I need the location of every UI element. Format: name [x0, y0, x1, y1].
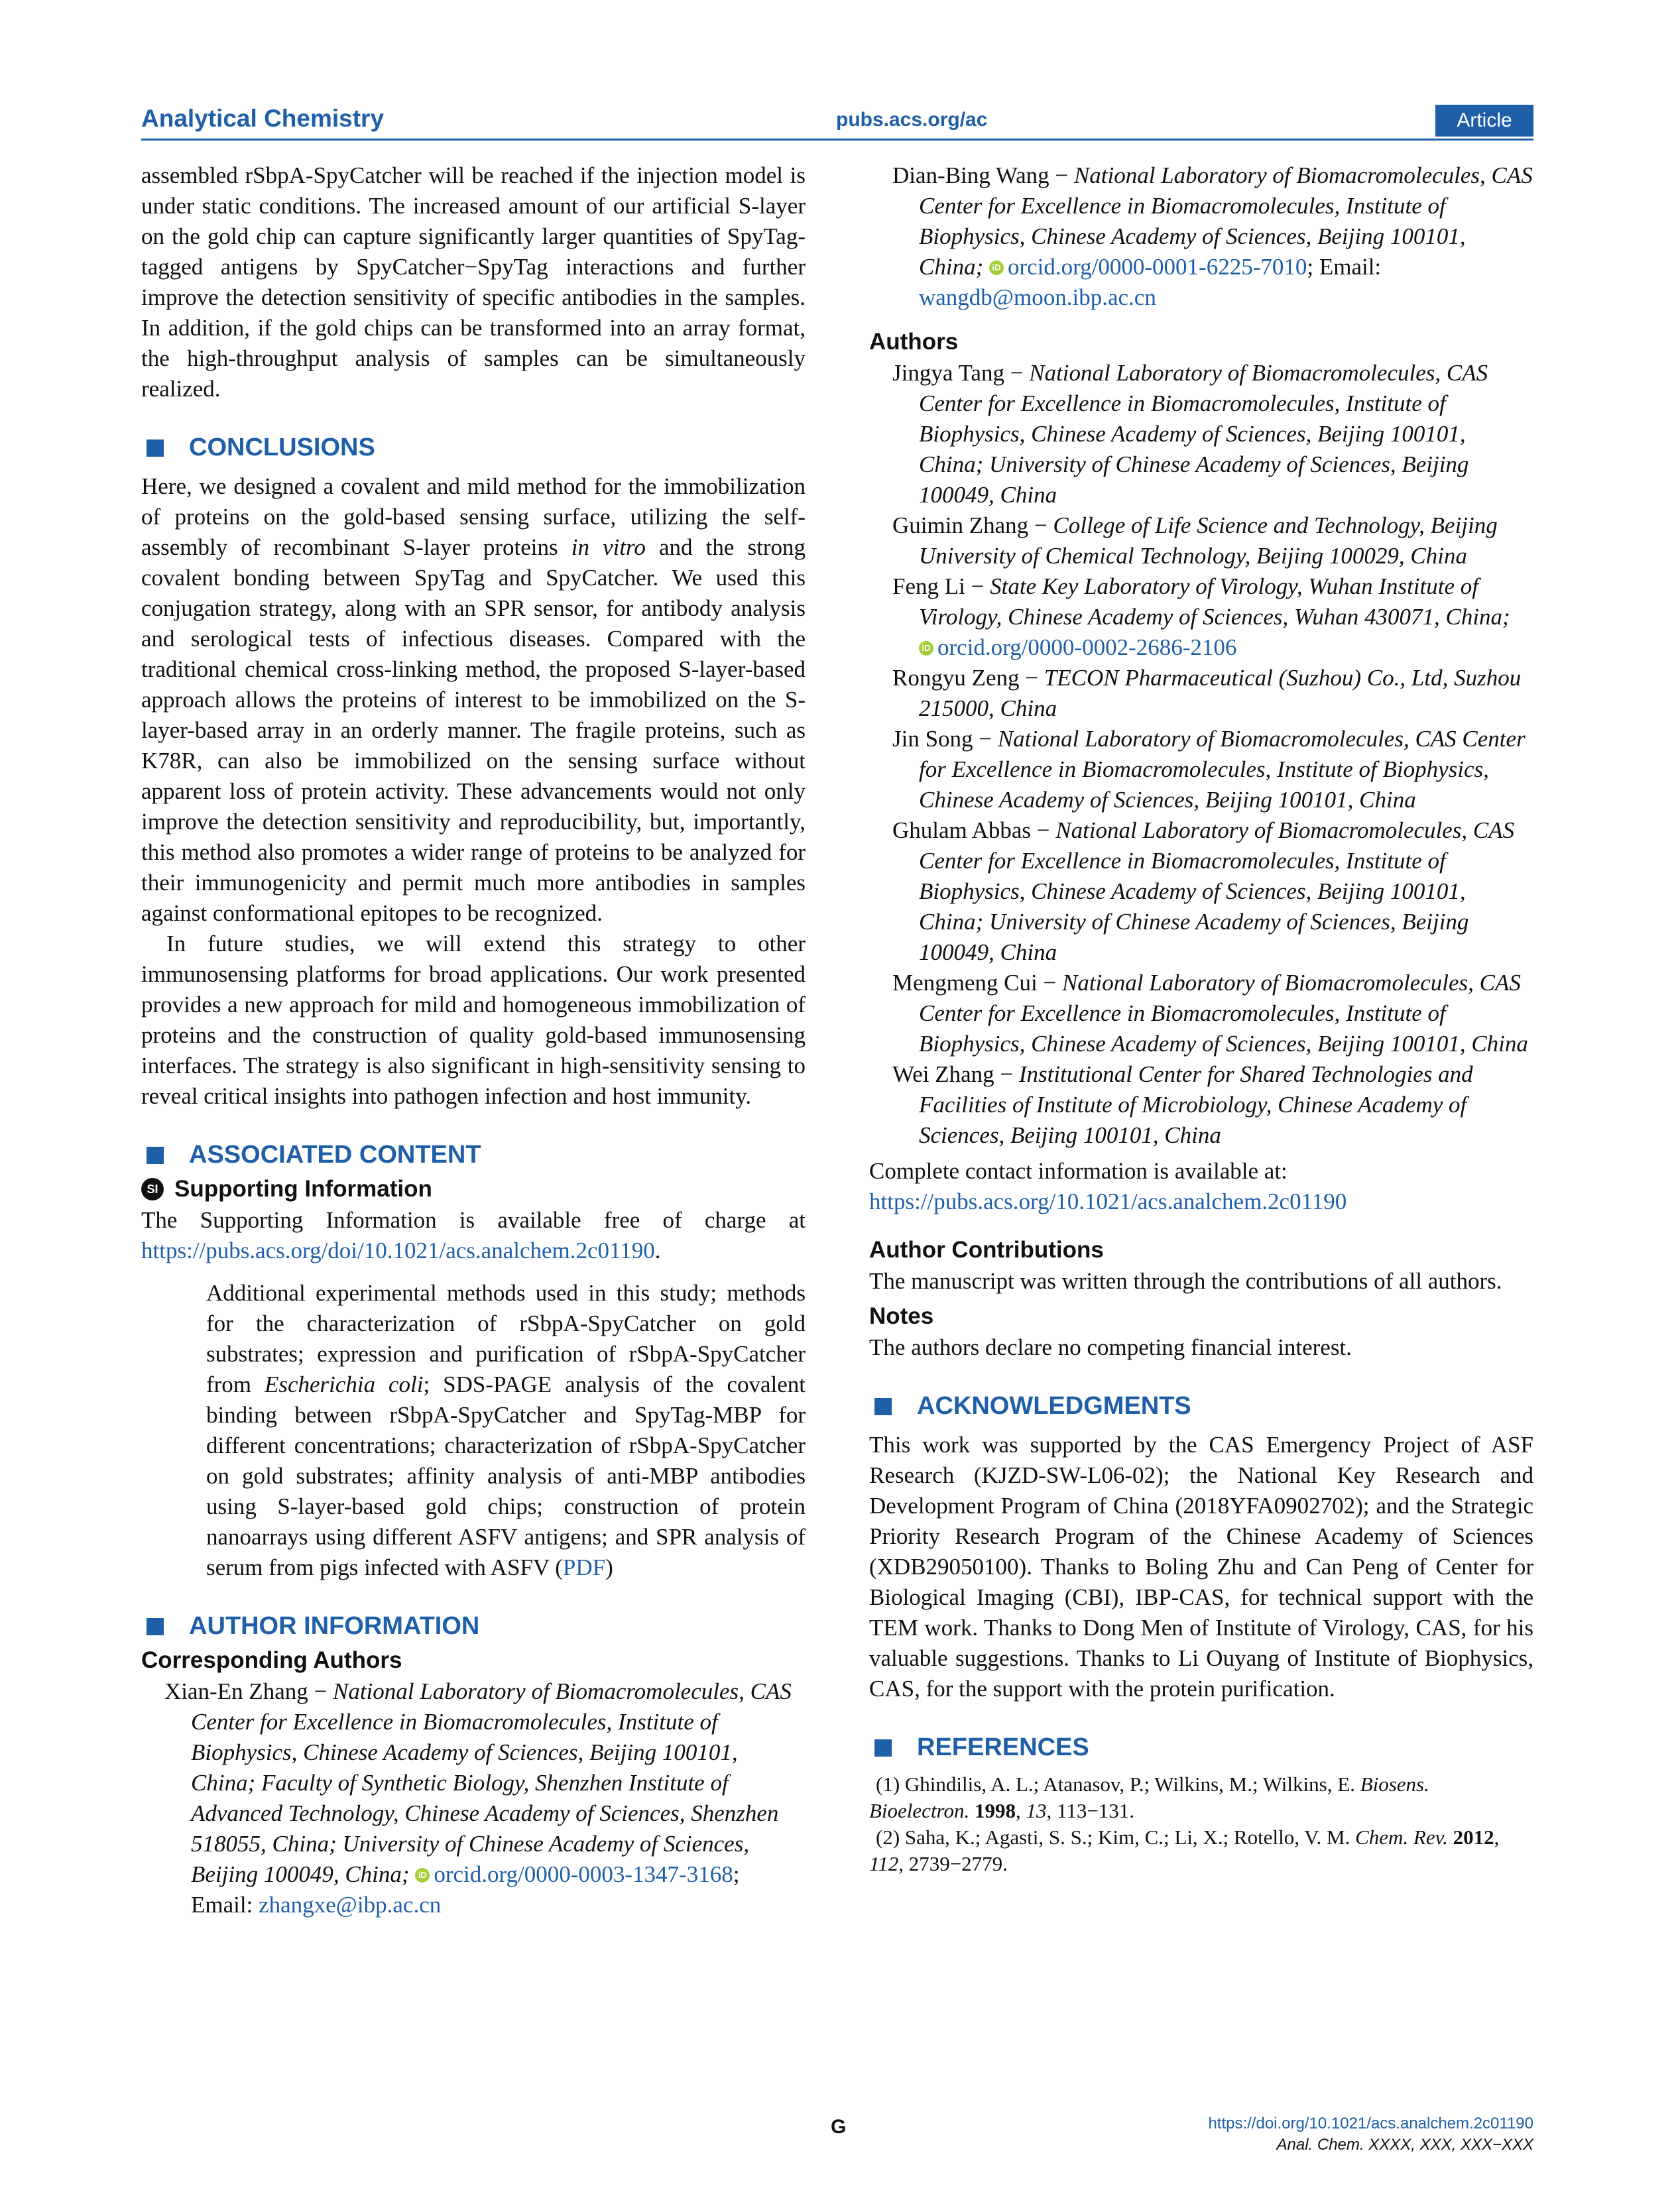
reference-number: (1)	[876, 1773, 900, 1796]
reference-year: 2012	[1453, 1826, 1494, 1849]
conclusions-heading: CONCLUSIONS	[141, 434, 806, 462]
reference-item: (1) Ghindilis, A. L.; Atanasov, P.; Wilkins, M.; Wilkins, E. Biosens. Bioelectron. 1998, 13, 113−131.	[869, 1773, 1429, 1822]
author-entry: Guimin Zhang − College of Life Science and Technology, Beijing University of Chemical Technology, Beijing 100029, China	[892, 512, 1498, 569]
journal-title: Analytical Chemistry	[141, 105, 385, 132]
section-square-icon	[147, 1147, 164, 1164]
author-entry: Mengmeng Cui − National Laboratory of Biomacromolecules, CAS Center for Excellence in Biomacromolecules, Institute of Biophysics, Chinese Academy of Sciences, Beijing 100101, China	[892, 970, 1528, 1057]
author-name: Jin Song	[892, 726, 973, 752]
orcid-icon: iD	[919, 641, 933, 656]
author-name: Feng Li	[892, 573, 965, 599]
author-affiliation: National Laboratory of Biomacromolecules, CAS Center for Excellence in Biomacromolecules, Institute of Biophysics, Chinese Academy of Sciences, Beijing 100101, China	[919, 970, 1528, 1057]
orcid-icon: iD	[989, 261, 1004, 275]
author-entry: Rongyu Zeng − TECON Pharmaceutical (Suzhou) Co., Ltd, Suzhou 215000, China	[892, 665, 1522, 721]
intro-paragraph: assembled rSbpA-SpyCatcher will be reached if the injection model is under static conditions. The increased amount of our artificial S-layer on the gold chip can capture significantly larger quantities of SpyTag-tagged antigens by SpyCatcher−SpyTag interactions and further improve the detection sensitivity of specific antibodies in the samples. In addition, if the gold chips can be transformed into an array format, the high-throughput analysis of samples can be simultaneously realized.	[141, 162, 806, 402]
author-name: Mengmeng Cui	[892, 970, 1038, 996]
reference-journal: Chem. Rev.	[1355, 1826, 1448, 1849]
orcid-link[interactable]: orcid.org/0000-0002-2686-2106	[937, 634, 1237, 660]
author-name: Jingya Tang	[892, 360, 1004, 386]
author-affiliation: National Laboratory of Biomacromolecules, CAS Center for Excellence in Biomacromolecules, Institute of Biophysics, Chinese Academy of Sciences, Beijing 100101, China	[919, 726, 1526, 813]
supporting-info-heading: SI Supporting Information	[141, 1176, 806, 1202]
author-entry: Ghulam Abbas − National Laboratory of Biomacromolecules, CAS Center for Excellence in Biomacromolecules, Institute of Biophysics, Chinese Academy of Sciences, Beijing 100101, China; University of Chinese Academy of Sciences, Beijing 100049, China	[892, 817, 1515, 965]
section-square-icon	[147, 1618, 164, 1635]
orcid-link[interactable]: orcid.org/0000-0001-6225-7010	[1007, 254, 1307, 280]
author-affiliation: State Key Laboratory of Virology, Wuhan Institute of Virology, Chinese Academy of Sciences, Wuhan 430071, China;	[919, 573, 1510, 630]
journal-url[interactable]: pubs.acs.org/ac	[836, 109, 988, 131]
author-name: Rongyu Zeng	[892, 665, 1020, 691]
conclusions-paragraph-2: In future studies, we will extend this strategy to other immunosensing platforms for broad applications. Our work presented provides a new approach for mild and homogeneous immobilization of proteins and the construction of quality gold-based immunosensing interfaces. The strategy is also significant in high-sensitivity sensing to reveal critical insights into pathogen infection and host immunity.	[141, 931, 806, 1109]
email-link[interactable]: wangdb@moon.ibp.ac.cn	[919, 284, 1156, 310]
corresponding-author-2: Dian-Bing Wang − National Laboratory of Biomacromolecules, CAS Center for Excellence in Biomacromolecules, Institute of Biophysics, Chinese Academy of Sciences, Beijing 100101, China; iD orcid.org/0000-0001-6225-7010; Email: wangdb@moon.ibp.ac.cn	[892, 162, 1533, 310]
article-type-badge: Article	[1435, 105, 1533, 137]
right-column	[869, 160, 1533, 1877]
author-entry: Jingya Tang − National Laboratory of Biomacromolecules, CAS Center for Excellence in Biomacromolecules, Institute of Biophysics, Chinese Academy of Sciences, Beijing 100101, China; University of Chinese Academy of Sciences, Beijing 100049, China	[892, 360, 1488, 508]
notes-text: The authors declare no competing financial interest.	[869, 1334, 1352, 1360]
left-column	[141, 160, 806, 1920]
pdf-link[interactable]: PDF	[562, 1554, 606, 1580]
reference-pages: 113−131.	[1056, 1799, 1135, 1822]
notes-heading: Notes	[869, 1303, 934, 1329]
corresponding-authors-heading: Corresponding Authors	[141, 1647, 402, 1673]
supporting-info-text: The Supporting Information is available free of charge at https://pubs.acs.org/doi/10.1021/acs.analchem.2c01190.	[141, 1207, 806, 1263]
author-entry: Feng Li − State Key Laboratory of Virology, Wuhan Institute of Virology, Chinese Academy of Sciences, Wuhan 430071, China; iD orcid.org/0000-0002-2686-2106	[892, 573, 1510, 660]
reference-volume: 13	[1026, 1799, 1047, 1822]
section-square-icon	[874, 1398, 892, 1415]
author-name: Ghulam Abbas	[892, 817, 1032, 843]
author-contributions-text: The manuscript was written through the contributions of all authors.	[869, 1268, 1502, 1294]
acknowledgments-heading: ACKNOWLEDGMENTS	[869, 1392, 1533, 1421]
author-entry: Wei Zhang − Institutional Center for Shared Technologies and Facilities of Institute of Microbiology, Chinese Academy of Sciences, Beijing 100101, China	[892, 1061, 1473, 1148]
supporting-info-link[interactable]: https://pubs.acs.org/doi/10.1021/acs.analchem.2c01190	[141, 1238, 655, 1263]
references-heading: REFERENCES	[869, 1733, 1533, 1762]
conclusions-paragraph-1: Here, we designed a covalent and mild method for the immobilization of proteins on the gold-based sensing surface, utilizing the self-assembly of recombinant S-layer proteins in vitro and the strong covalent bonding between SpyTag and SpyCatcher. We used this conjugation strategy, along with an SPR sensor, for antibody analysis and serological tests of infectious diseases. Compared with the traditional chemical cross-linking method, the proposed S-layer-based approach allows the proteins of interest to be immobilized on the S-layer-based array in an orderly manner. The fragile proteins, such as K78R, can also be immobilized on the sensing surface without apparent loss of protein activity. These advancements would not only improve the detection sensitivity and reproducibility, but, importantly, this method also promotes a wider range of proteins to be analyzed for their immunogenicity and permit much more antibodies in samples against conformational epitopes to be recognized.	[141, 473, 806, 926]
references-list	[869, 1771, 1533, 1877]
email-link[interactable]: zhangxe@ibp.ac.cn	[259, 1892, 442, 1918]
section-square-icon	[874, 1739, 892, 1757]
author-name: Guimin Zhang	[892, 512, 1029, 538]
author-affiliation: TECON Pharmaceutical (Suzhou) Co., Ltd, Suzhou 215000, China	[919, 665, 1522, 721]
author-entry: Jin Song − National Laboratory of Biomacromolecules, CAS Center for Excellence in Biomacromolecules, Institute of Biophysics, Chinese Academy of Sciences, Beijing 100101, China	[892, 726, 1526, 813]
author-affiliation: Institutional Center for Shared Technologies and Facilities of Institute of Microbiology, Chinese Academy of Sciences, Beijing 100101, China	[919, 1061, 1473, 1148]
header-rule	[141, 139, 1533, 141]
reference-authors: Ghindilis, A. L.; Atanasov, P.; Wilkins, M.; Wilkins, E.	[904, 1773, 1360, 1796]
supporting-info-description: Additional experimental methods used in this study; methods for the characterization of rSbpA-SpyCatcher on gold substrates; expression and purification of rSbpA-SpyCatcher from Escherichia coli; SDS-PAGE analysis of the covalent binding between rSbpA-SpyCatcher and SpyTag-MBP for different concentrations; characterization of rSbpA-SpyCatcher on gold substrates; affinity analysis of anti-MBP antibodies using S-layer-based gold chips; construction of protein nanoarrays using different ASFV antigens; and SPR analysis of serum from pigs infected with ASFV (PDF)	[206, 1280, 806, 1580]
author-affiliation: National Laboratory of Biomacromolecules, CAS Center for Excellence in Biomacromolecules, Institute of Biophysics, Chinese Academy of Sciences, Beijing 100101, China; University of Chinese Academy of Sciences, Beijing 100049, China	[919, 360, 1488, 508]
contact-link[interactable]: https://pubs.acs.org/10.1021/acs.analchem.2c01190	[869, 1189, 1347, 1214]
acknowledgments-text: This work was supported by the CAS Emergency Project of ASF Research (KJZD-SW-L06-02); the National Key Research and Development Program of China (2018YFA0902702); and the Strategic Priority Research Program of the Chinese Academy of Sciences (XDB29050100). Thanks to Boling Zhu and Can Peng of Center for Biological Imaging (CBI), IBP-CAS, for technical support with the TEM work. Thanks to Dong Men of Institute of Virology, CAS, for his valuable suggestions. Thanks to Li Ouyang of Institute of Biophysics, CAS, for the support with the protein purification.	[869, 1432, 1533, 1702]
associated-content-heading: ASSOCIATED CONTENT	[141, 1141, 806, 1169]
page-header	[141, 105, 1533, 139]
reference-authors: Saha, K.; Agasti, S. S.; Kim, C.; Li, X.; Rotello, V. M.	[904, 1826, 1356, 1849]
reference-volume: 112	[869, 1852, 899, 1875]
footer-doi-link[interactable]: https://doi.org/10.1021/acs.analchem.2c01190	[1208, 2115, 1533, 2132]
author-contributions-heading: Author Contributions	[869, 1237, 1104, 1263]
footer-citation: Anal. Chem. XXXX, XXX, XXX−XXX	[1276, 2136, 1533, 2154]
author-info-heading: AUTHOR INFORMATION	[141, 1612, 806, 1641]
page-number: G	[831, 2116, 847, 2138]
orcid-link[interactable]: orcid.org/0000-0003-1347-3168	[434, 1861, 733, 1887]
supporting-info-icon: SI	[141, 1178, 164, 1200]
section-square-icon	[147, 439, 164, 457]
reference-number: (2)	[876, 1826, 900, 1849]
orcid-icon: iD	[415, 1868, 430, 1883]
reference-item: (2) Saha, K.; Agasti, S. S.; Kim, C.; Li, X.; Rotello, V. M. Chem. Rev. 2012, 112, 2739−2779.	[869, 1826, 1500, 1875]
contact-text: Complete contact information is available at:	[869, 1158, 1288, 1184]
authors-list	[869, 358, 1533, 1151]
author-affiliation: College of Life Science and Technology, Beijing University of Chemical Technology, Beijing 100029, China	[919, 512, 1498, 569]
corresponding-author-1: Xian-En Zhang − National Laboratory of Biomacromolecules, CAS Center for Excellence in Biomacromolecules, Institute of Biophysics, Chinese Academy of Sciences, Beijing 100101, China; Faculty of Synthetic Biology, Shenzhen Institute of Advanced Technology, Chinese Academy of Sciences, Shenzhen 518055, China; University of Chinese Academy of Sciences, Beijing 100049, China; iD orcid.org/0000-0003-1347-3168; Email: zhangxe@ibp.ac.cn	[164, 1678, 792, 1918]
author-affiliation: National Laboratory of Biomacromolecules, CAS Center for Excellence in Biomacromolecules, Institute of Biophysics, Chinese Academy of Sciences, Beijing 100101, China; University of Chinese Academy of Sciences, Beijing 100049, China	[919, 817, 1515, 965]
reference-journal: Biosens. Bioelectron.	[869, 1773, 1429, 1822]
authors-heading: Authors	[869, 329, 959, 355]
reference-pages: 2739−2779.	[908, 1852, 1008, 1875]
reference-year: 1998	[974, 1799, 1016, 1822]
author-name: Wei Zhang	[892, 1061, 994, 1087]
